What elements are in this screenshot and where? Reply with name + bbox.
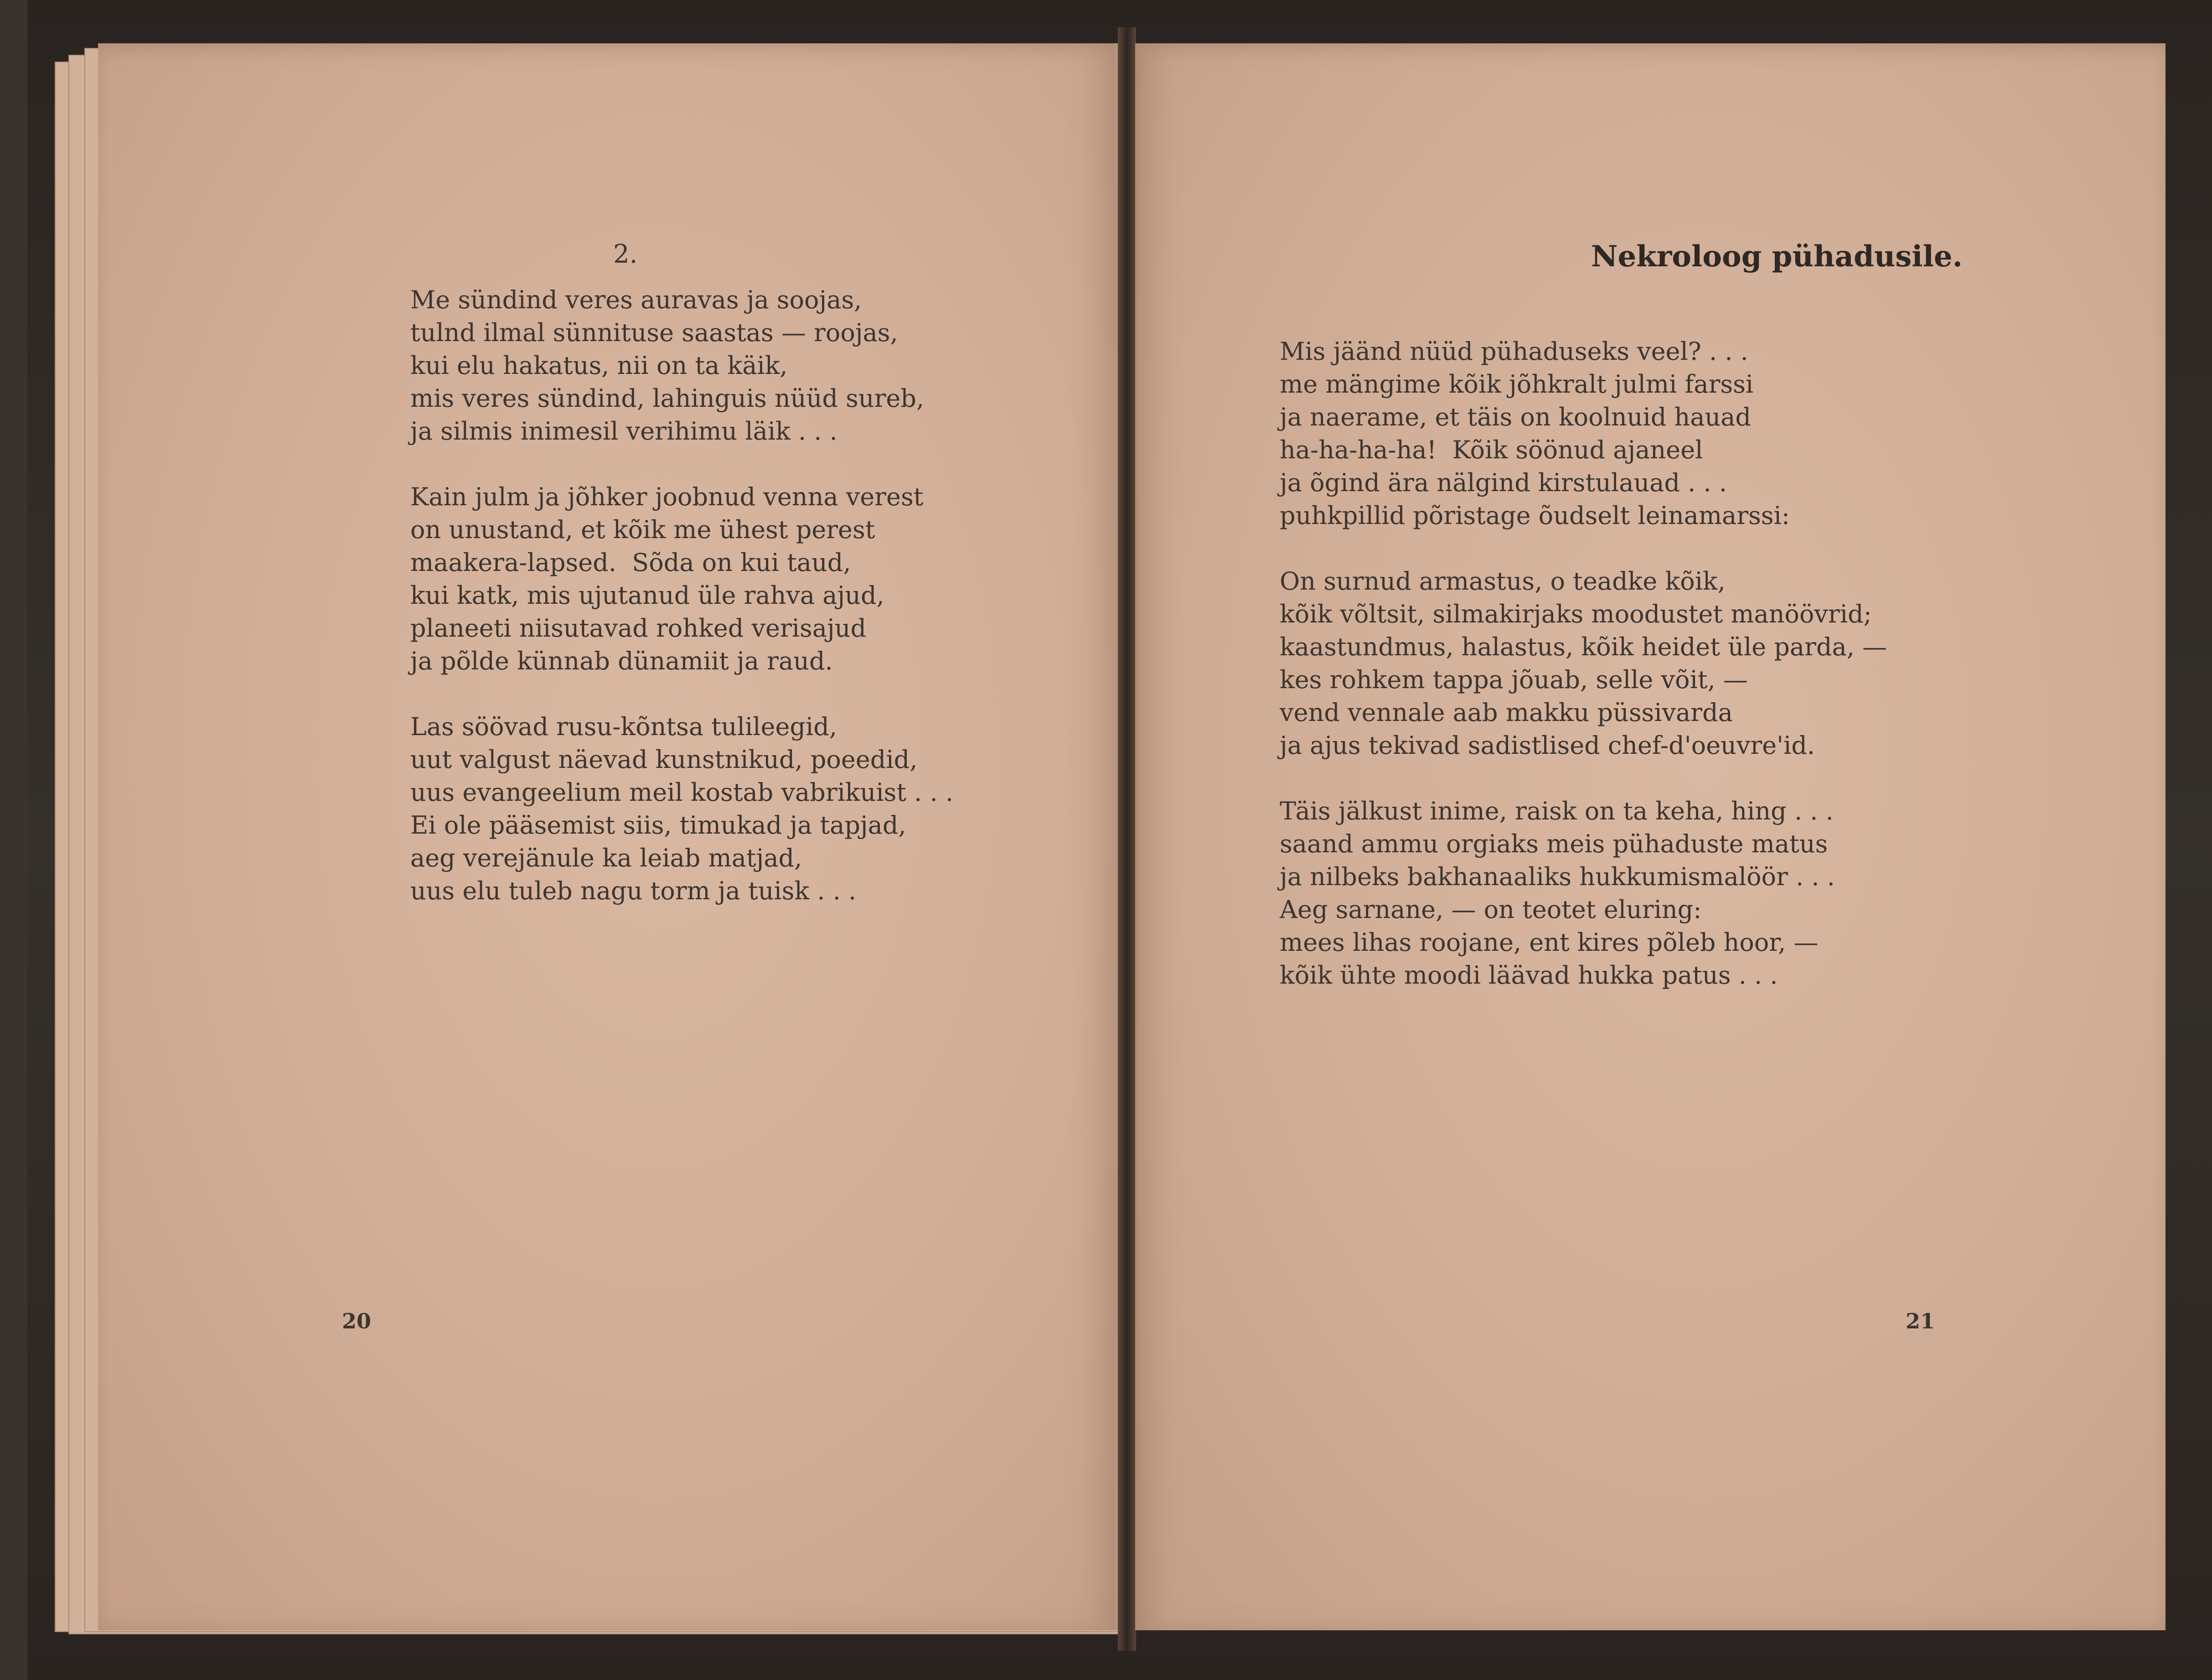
poem-line: kõik võltsit, silmakirjaks moodustet manöövrid; xyxy=(1280,600,1872,628)
poem-line: Las söövad rusu-kõntsa tulileegid, xyxy=(410,712,837,741)
poem-line: ja naerame, et täis on koolnuid hauad xyxy=(1280,403,1751,431)
poem-line: ja nilbeks bakhanaaliks hukkumismalöör . . . xyxy=(1280,862,1835,891)
stanza xyxy=(410,710,953,907)
poem-line: me mängime kõik jõhkralt julmi farssi xyxy=(1280,370,1754,399)
stanza xyxy=(410,481,953,678)
poem-line: Täis jälkust inime, raisk on ta keha, hing . . . xyxy=(1280,797,1834,825)
stanza xyxy=(1280,795,1887,992)
poem-line: tulnd ilmal sünnituse saastas — roojas, xyxy=(410,318,898,347)
poem-title: Nekroloog pühadusile. xyxy=(1591,239,1963,274)
poem-line: ja ajus tekivad sadistlised chef-d'oeuvre'id. xyxy=(1280,731,1815,760)
poem-line: ja põlde künnab dünamiit ja raud. xyxy=(410,647,833,675)
poem-line: vend vennale aab makku püssivarda xyxy=(1280,698,1733,727)
poem-line: kõik ühte moodi läävad hukka patus . . . xyxy=(1280,961,1778,990)
poem-right xyxy=(1280,335,1887,1025)
poem-line: uus elu tuleb nagu torm ja tuisk . . . xyxy=(410,876,857,905)
poem-line: ja õgind ära nälgind kirstulauad . . . xyxy=(1280,468,1727,497)
poem-line: kui elu hakatus, nii on ta käik, xyxy=(410,351,788,380)
poem-line: mis veres sündind, lahinguis nüüd sureb, xyxy=(410,384,925,413)
page-number-left: 20 xyxy=(342,1309,372,1333)
poem-line: Aeg sarnane, — on teotet eluring: xyxy=(1280,895,1702,924)
book-gutter xyxy=(1118,27,1136,1651)
poem-line: Kain julm ja jõhker joobnud venna verest xyxy=(410,482,924,511)
poem-line: kui katk, mis ujutanud üle rahva ajud, xyxy=(410,581,884,610)
poem-line: uus evangeelium meil kostab vabrikuist . . . xyxy=(410,778,954,807)
poem-line: mees lihas roojane, ent kires põleb hoor, — xyxy=(1280,928,1819,957)
poem-line: puhkpillid põristage õudselt leinamarssi: xyxy=(1280,501,1790,530)
poem-line: saand ammu orgiaks meis pühaduste matus xyxy=(1280,830,1828,858)
poem-line: kaastundmus, halastus, kõik heidet üle parda, — xyxy=(1280,633,1887,661)
stanza xyxy=(410,284,953,448)
stanza xyxy=(1280,565,1887,762)
poem-line: planeeti niisutavad rohked verisajud xyxy=(410,614,867,643)
poem-line: Mis jäänd nüüd pühaduseks veel? . . . xyxy=(1280,337,1748,366)
binding-edge xyxy=(0,0,27,1680)
poem-line: on unustand, et kõik me ühest perest xyxy=(410,515,875,544)
poem-line: On surnud armastus, o teadke kõik, xyxy=(1280,567,1726,596)
poem-line: aeg verejänule ka leiab matjad, xyxy=(410,844,802,872)
stanza xyxy=(1280,335,1887,532)
poem-line: maakera-lapsed. Sõda on kui taud, xyxy=(410,548,851,577)
poem-line: ha-ha-ha-ha! Kõik söönud ajaneel xyxy=(1280,436,1703,464)
poem-line: kes rohkem tappa jõuab, selle võit, — xyxy=(1280,665,1748,694)
poem-line: ja silmis inimesil verihimu läik . . . xyxy=(410,417,837,446)
section-number: 2. xyxy=(613,239,638,269)
poem-left xyxy=(410,284,953,940)
page-number-right: 21 xyxy=(1906,1309,1935,1333)
poem-line: uut valgust näevad kunstnikud, poeedid, xyxy=(410,745,918,774)
poem-line: Me sündind veres auravas ja soojas, xyxy=(410,285,862,314)
poem-line: Ei ole pääsemist siis, timukad ja tapjad, xyxy=(410,811,906,840)
